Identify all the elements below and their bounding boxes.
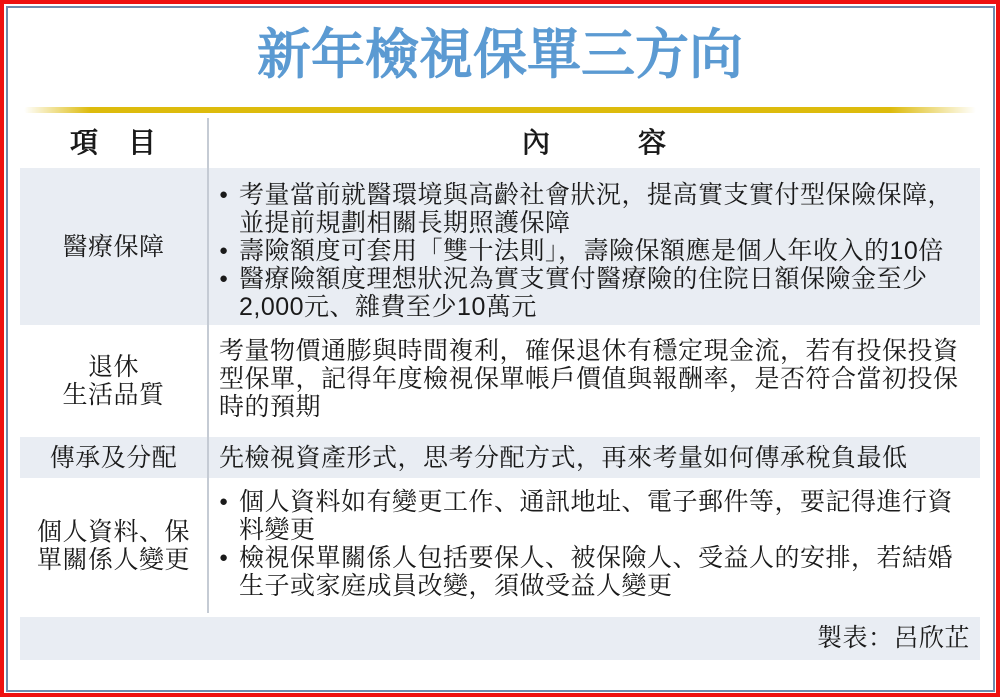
content-column-header: 內 容: [207, 118, 980, 168]
row-content: [207, 478, 980, 613]
row-label-line: 醫療保障: [62, 232, 165, 261]
table-row-personal-data: [20, 478, 980, 613]
table-footer: [20, 617, 980, 660]
bullet-icon: ●: [219, 186, 229, 203]
bullet-item: [217, 237, 974, 265]
item-column-header: 項 目: [69, 127, 157, 158]
content-line: 考量當前就醫環境與高齡社會狀況，提高實支實付型保險保障，: [239, 181, 954, 209]
bullet-item: [217, 181, 974, 237]
bullet-icon: ●: [219, 549, 229, 566]
row-label: [20, 168, 207, 325]
page-title: 新年檢視保單三方向: [257, 25, 743, 85]
table-row-inheritance: [20, 437, 980, 478]
bullet-item: [217, 544, 974, 600]
table-header-row: [20, 118, 980, 168]
row-label-line: 傳承及分配: [49, 443, 178, 472]
content-line: 個人資料如有變更工作、通訊地址、電子郵件等，要記得進行資: [239, 488, 954, 516]
content-line: 料變更: [239, 516, 316, 544]
content-line: 2,000元、雜費至少10萬元: [239, 293, 537, 321]
content-line: 壽險額度可套用「雙十法則」，壽險保額應是個人年收入的10倍: [239, 237, 944, 265]
bullet-item: [217, 265, 974, 321]
bullet-item: [217, 488, 974, 544]
bullet-icon: ●: [219, 242, 229, 259]
row-label-line: 個人資料、保: [36, 517, 190, 546]
content-line: 型保單，記得年度檢視保單帳戶價值與報酬率，是否符合當初投保: [219, 365, 959, 393]
content-line: 醫療險額度理想狀況為實支實付醫療險的住院日額保險金至少: [239, 265, 928, 293]
gold-divider-rule: [24, 107, 976, 113]
row-label: [20, 478, 207, 613]
content-line: 並提前規劃相關長期照護保障: [239, 209, 571, 237]
policy-review-table: [20, 118, 980, 660]
footer-credit: 製表：呂欣芷: [816, 624, 970, 652]
content-line: 時的預期: [219, 393, 322, 421]
table-row-medical: [20, 168, 980, 325]
row-label: [20, 437, 207, 478]
content-line: 檢視保單關係人包括要保人、被保險人、受益人的安排，若結婚: [239, 544, 954, 572]
row-label: [20, 325, 207, 437]
bullet-icon: ●: [219, 270, 229, 287]
content-line: 先檢視資產形式，思考分配方式，再來考量如何傳承稅負最低: [219, 443, 908, 472]
row-content: [207, 168, 980, 325]
row-label-line: 退休: [87, 353, 139, 381]
row-label-line: 單關係人變更: [36, 545, 190, 574]
bullet-icon: ●: [219, 493, 229, 510]
row-content: [207, 325, 980, 437]
row-content: [207, 437, 980, 478]
row-label-line: 生活品質: [62, 381, 165, 409]
content-line: 生子或家庭成員改變，須做受益人變更: [239, 572, 673, 600]
content-line: 考量物價通膨與時間複利，確保退休有穩定現金流，若有投保投資: [219, 337, 959, 365]
table-row-retirement: [20, 325, 980, 437]
